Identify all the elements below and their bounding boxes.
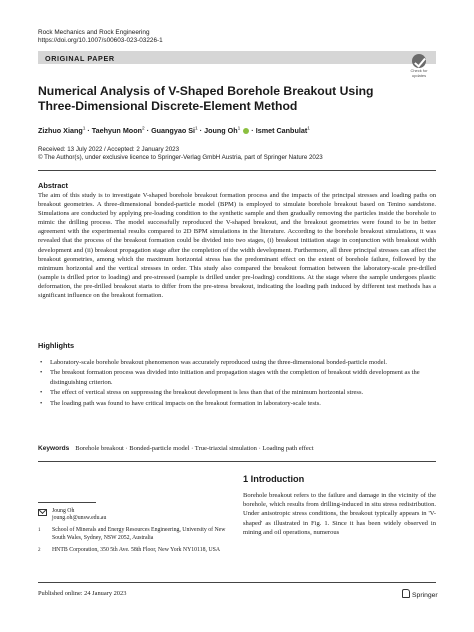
keywords-row <box>38 445 436 452</box>
affiliation-number: 2 <box>38 547 41 553</box>
author-separator: · <box>146 126 150 135</box>
author-name[interactable]: Ismet Canbulat <box>255 126 308 135</box>
author-affiliation-mark: 1 <box>195 126 198 132</box>
corresponding-author-name: Joung Oh <box>52 508 75 514</box>
author-separator: · <box>87 126 90 135</box>
author-name[interactable]: Guangyao Si <box>151 126 195 135</box>
highlights-list <box>38 358 436 409</box>
check-for-updates-badge[interactable] <box>404 51 434 79</box>
publisher-logo <box>402 589 438 599</box>
highlights-heading: Highlights <box>38 341 75 350</box>
section-divider <box>38 170 436 171</box>
orcid-icon[interactable] <box>243 128 249 134</box>
affiliation-number: 1 <box>38 528 41 534</box>
check-updates-label: Check for updates <box>410 68 428 78</box>
envelope-icon <box>38 509 47 516</box>
introduction-heading: 1 Introduction <box>243 474 305 484</box>
highlight-item: • The loading path was found to have critical impacts on the breakout formation in laboratory-scale tests. <box>38 399 436 408</box>
copyright-notice: © The Author(s), under exclusive licence to Springer-Verlag GmbH Austria, part of Springer Nature 2023 <box>38 154 323 161</box>
abstract-text: The aim of this study is to investigate V-shaped borehole breakout formation process and the impacts of the principal stresses and loading paths on breakout geometries. A three-dimensional bonded-particle model (BPM) is employed to simulate borehole breakout based on Tenino sandstone. Simulations are conducted by applying pre-loading condition to the synthetic sample and then gradually removing the particles inside the borehole to mimic the drilling process. The model successfully reproduced the V-shaped breakout, and the breakout geometries were found to be in better agreement with the experimental results compared to 2D BPM simulations in the literature. According to the borehole breakout simulations, it was revealed that the process of the breakout formation could be divided into two stages, (i) breakout initiation stage in conjunction with breakout width development and (ii) breakout propagation stage after the completion of the width development. Furthermore, all three principal stresses can affect the breakout geometries, among which the maximum horizontal stress has the predominant effect on the extent of borehole failure, followed by the minimum horizontal and the vertical stresses in order. This study also compared the breakout formation between the laboratory-scale pre-drilled (sample is drilled prior to loading) and pre-stressed (sample is drilled under pre-loading) conditions. At the stage where the sample undergoes plastic deformation, the pre-drilled breakout starts to differ from the pre-stress breakout, indicating the loading path induced by different test methods has a significant influence on the breakout formation. <box>38 192 436 300</box>
introduction-text: Borehole breakout refers to the failure and damage in the vicinity of the borehole, which results from drilling-induced in situ stress redistribution. Under anisotropic stress conditions, the breakout typically appears in 'V-shaped' as illustrated in Fig. 1. Since it has been widely observed in mining and oil operations, numerous <box>243 492 436 536</box>
author-affiliation-mark: 1 <box>307 126 310 132</box>
section-divider <box>38 461 436 462</box>
highlight-item: • The effect of vertical stress on suppressing the breakout development is less than that of the minimum horizontal stress. <box>38 388 436 397</box>
paper-title: Numerical Analysis of V-Shaped Borehole Breakout Using Three-Dimensional Discrete-Element Method <box>38 84 374 113</box>
highlight-item: • The breakout formation process was divided into initiation and propagation stages with the completion of breakout width development as the distinguishing criterion. <box>38 368 436 386</box>
published-online-date: Published online: 24 January 2023 <box>38 590 127 597</box>
author-separator: · <box>199 126 203 135</box>
author-list <box>38 126 310 135</box>
keywords-text: Borehole breakout · Bonded-particle model · True-triaxial simulation · Loading path effect <box>75 445 314 452</box>
publisher-name: Springer <box>412 592 438 599</box>
doi-link[interactable]: https://doi.org/10.1007/s00603-023-03226-1 <box>38 37 163 44</box>
highlight-item: • Laboratory-scale borehole breakout phenomenon was accurately reproduced using the three-dimensional bonded-particle model. <box>38 358 436 367</box>
affiliations-block <box>38 508 228 554</box>
affiliation-item <box>38 547 228 554</box>
author-affiliation-mark: 1 <box>237 126 241 132</box>
affiliation-text: School of Minerals and Energy Resources Engineering, University of New South Wales, Sydney, NSW 2052, Australia <box>52 527 226 541</box>
springer-horse-icon <box>402 589 410 598</box>
check-updates-icon <box>412 54 426 68</box>
received-accepted-dates: Received: 13 July 2022 / Accepted: 2 January 2023 <box>38 146 180 153</box>
author-name[interactable]: Zizhuo Xiang <box>38 126 83 135</box>
article-type-label: ORIGINAL PAPER <box>45 54 115 63</box>
journal-name: Rock Mechanics and Rock Engineering <box>38 29 150 36</box>
author-name[interactable]: Taehyun Moon <box>91 126 142 135</box>
abstract-heading: Abstract <box>38 181 68 190</box>
corresponding-author <box>38 508 228 522</box>
article-dates <box>38 146 323 162</box>
corresponding-author-email[interactable]: joung.oh@unsw.edu.au <box>52 515 107 522</box>
author-name[interactable]: Joung Oh <box>204 126 238 135</box>
author-affiliation-mark: 2 <box>141 126 145 132</box>
author-affiliation-mark: 1 <box>82 126 86 132</box>
footnote-divider <box>38 502 96 503</box>
author-separator: · <box>251 126 254 135</box>
affiliation-text: HNTB Corporation, 350 5th Ave. 58th Floor, New York NY10118, USA <box>52 546 221 553</box>
keywords-label: Keywords <box>38 445 70 452</box>
affiliation-item <box>38 527 228 541</box>
footer-divider <box>38 582 436 583</box>
